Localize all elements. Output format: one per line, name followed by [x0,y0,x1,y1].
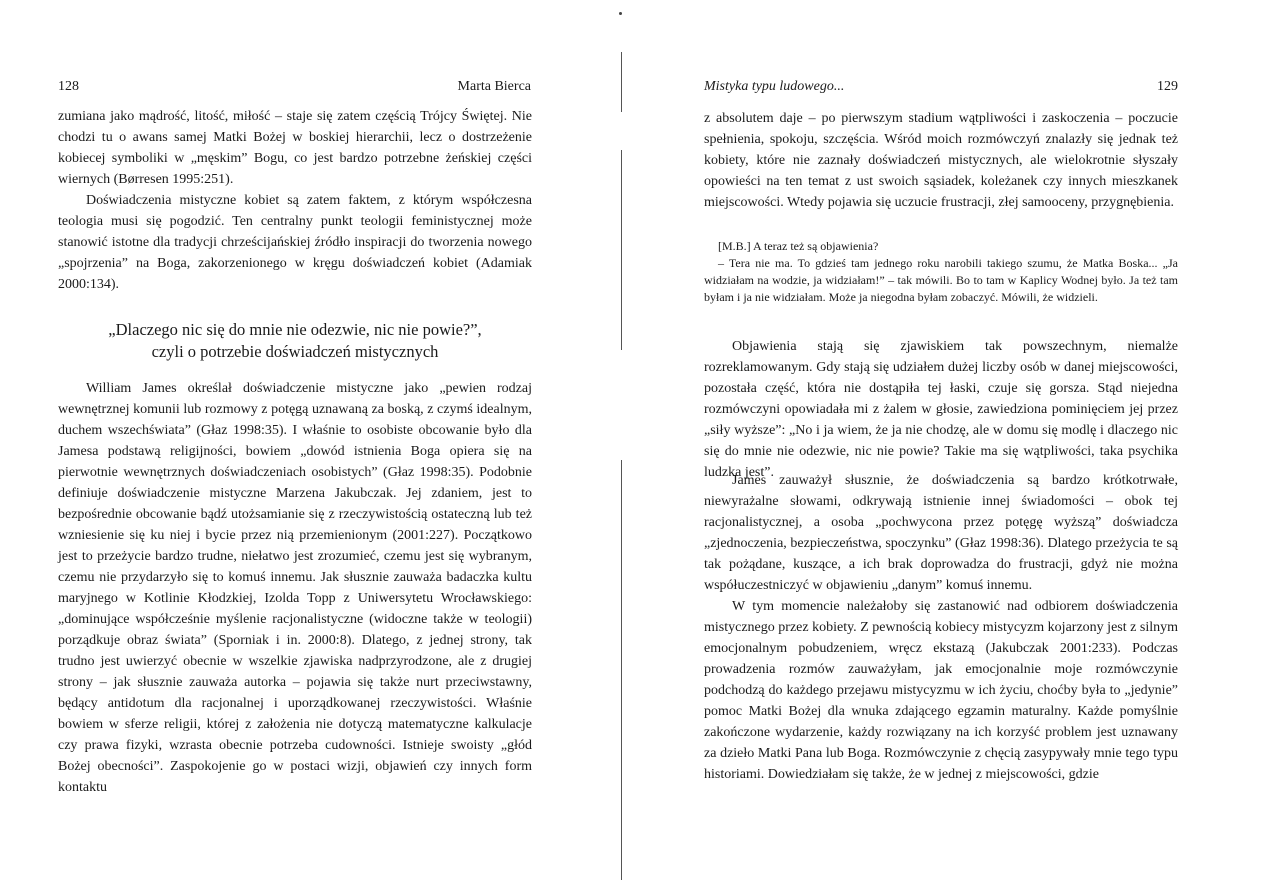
paragraph: W tym momencie należałoby się zastanowić nad odbiorem doświadczenia mistycznego przez kobiety. Z pewnością kobiecy mistycyzm kojarzony jest z silnym emocjonalnym pobudzeniem, wręcz ekstazą (Jakubczak 2001:233). Podczas prowadzenia rozmów zauważyłam, jak emocjonalnie moje rozmówczynie podchodzą do każdego przejawu mistycyzmu w ich życiu, choćby była to „jedynie” pomoc Matki Bożej dla wnuka zdającego egzamin maturalny. Każde pomyślnie zakończone wydarzenie, każdy rozwiązany na ich korzyść problem jest uznawany za dzieło Matki Pana lub Boga. Rozmówczynie z chęcią zasypywały mnie tego typu historiami. Dowiedziałam się także, że w jednej z miejscowości, gdzie [704,599,1178,782]
paragraph: zumiana jako mądrość, litość, miłość – staje się zatem częścią Trójcy Świętej. Nie chodzi tu o awans samej Matki Bożej w boskiej hierarchii, lecz o dostrzeżenie kobiecej symboliki w „męskim” Bogu, co jest bardzo potrzebne żeńskiej części wiernych (Børresen 1995:251). [58,109,532,187]
quote-question: [M.B.] A teraz też są objawienia? [718,239,879,253]
section-heading-line-2: czyli o potrzebie doświadczeń mistycznych [151,342,439,361]
paragraph: z absolutem daje – po pierwszym stadium wątpliwości i zaskoczenia – poczucie spełnienia, spokoju, szczęścia. Wśród moich rozmówczyń znalazły się jednak też kobiety, które nie zaznały doświadczeń mistycznych, ale wielokrotnie słyszały opowieści na ten temat z ust swoich sąsiadek, koleżanek czy innych mieszkanek miejscowości. Wtedy pojawia się uczucie frustracji, złej samooceny, przygnębienia. [704,111,1178,210]
page-number: 129 [1157,79,1178,94]
paragraph: James zauważył słusznie, że doświadczenia są bardzo krótkotrwałe, niewyrażalne słowami, odkrywają istnienie innej świadomości – obok tej racjonalistycznej, a osoba „pochwycona przez potęgę wyższą” doświadcza „zjednoczenia, bezpieczeństwa, spoczynku” (Głaz 1998:36). Dlatego przeżycia te są tak pożądane, kuszące, a ich brak doprowadza do frustracji, gdyż nie można współuczestniczyć w objawieniu „danym” komuś innemu. [704,473,1178,593]
paragraph: William James określał doświadczenie mistyczne jako „pewien rodzaj wewnętrznej komunii lub rozmowy z potęgą uznawaną za boską, z czymś idealnym, duchem wszechświata” (Głaz 1998:35). I właśnie to osobiste obcowanie było dla Jamesa podstawą religijności, bowiem „dowód istnienia Boga opiera się na pierwotnie wewnętrznych doświadczeniach osobistych” (Głaz 1998:35). Podobnie definiuje doświadczenie mistyczne Marzena Jakubczak. Jej zdaniem, jest to bezpośrednie obcowanie bądź utożsamianie się z rzeczywistością ostateczną lub też wzniesienie się ku niej i bycie przez nią przemienionym (2001:227). Początkowo jest to przeżycie bardzo trudne, niełatwo jest zrozumieć, czemu jest się wybranym, czemu nie przydarzyło się to komuś innemu. Jak słusznie zauważa badaczka kultu maryjnego w Kotlinie Kłodzkiej, Izolda Topp z Uniwersytetu Wrocławskiego: „dominujące współcześnie myślenie racjonalistyczne (widoczne także w teologii) porządkuje obraz świata” (Sporniak i in. 2000:8). Dlatego, z jednej strony, tak trudno jest uwierzyć obecnie w wszelkie zjawiska nadprzyrodzone, ale z drugiej strony – jak słusznie zauważa autorka – pojawia się także nurt przeciwstawny, będący antidotum dla racjonalnej i uporządkowanej rzeczywistości. Właśnie bowiem w sferze religii, której z założenia nie dotyczą matematyczne kalkulacje czy prawa fizyki, wzrasta obecnie potrzeba cudowności. Istnieje swoisty „głód Bożej obecności”. Zaspokojenie go w postaci wizji, objawień czy innych form kontaktu [58,381,532,795]
interview-quote [704,238,1178,306]
paragraph: Doświadczenia mistyczne kobiet są zatem faktem, z którym współczesna teologia musi się pogodzić. Ten centralny punkt teologii feministycznej może stanowić istotne dla tradycji chrześcijańskiej źródło inspiracji do tworzenia nowego „spojrzenia” na Boga, zakorzenionego w kręgu doświadczeń kobiet (Adamiak 2000:134). [58,193,532,292]
quote-answer: – Tera nie ma. To gdzieś tam jednego roku narobili takiego szumu, że Matka Boska... „Ja widziałam na wodzie, ja widziałam!” – tak mówili. Bo to tam w Kaplicy Wodnej było. Ja też tam byłam i ja nie widziałam. Może ja niegodna byłam zobaczyć. Mówili, że widzieli. [704,256,1178,304]
running-head: Mistyka typu ludowego... [704,79,845,94]
paragraph: Objawienia stają się zjawiskiem tak powszechnym, niemalże rozreklamowanym. Gdy stają się udziałem dużej liczby osób w danej miejscowości, pozostała część, która nie dostąpiła tej łaski, czuje się gorsza. Stąd niejedna rozmówczyni opowiadała mi z żalem w głosie, zawiedziona pominięciem jej przez „siły wyższe”: „No i ja wiem, że ja nie chodzę, ale w domu się modlę i dlaczego nic się do mnie nie odezwie, nic nie powie? Takie ma się wątpliwości, taka psychika ludzka jest”. [704,339,1178,480]
right-page [622,0,1262,894]
page-number: 128 [58,79,79,94]
running-head: Marta Bierca [457,79,531,94]
left-page [0,0,620,894]
section-heading-line-1: „Dlaczego nic się do mnie nie odezwie, nic nie powie?”, [108,320,482,339]
